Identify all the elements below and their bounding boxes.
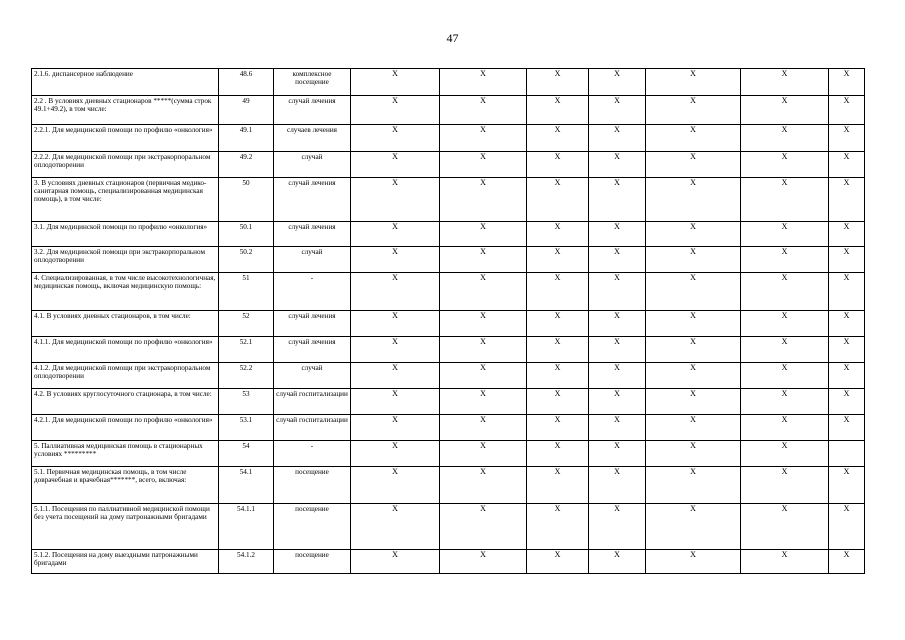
- row-value-cell: X: [527, 467, 589, 504]
- row-value-cell: X: [527, 152, 589, 178]
- row-value-cell: X: [589, 247, 646, 273]
- row-name: 3.1. Для медицинской помощи по профилю «онкология»: [32, 222, 219, 247]
- row-value-cell: X: [440, 273, 527, 311]
- table-row: [32, 415, 865, 441]
- row-value-cell: X: [527, 125, 589, 152]
- row-value-cell: X: [741, 337, 829, 363]
- row-value-cell: X: [589, 96, 646, 125]
- table-row: [32, 96, 865, 125]
- row-value-cell: X: [440, 504, 527, 550]
- row-value-cell: X: [527, 69, 589, 96]
- table-row: [32, 363, 865, 389]
- row-value-cell: X: [527, 178, 589, 222]
- row-value-cell: X: [829, 69, 865, 96]
- row-value-cell: X: [527, 363, 589, 389]
- row-unit: случай госпитализации: [274, 415, 351, 441]
- row-value-cell: X: [351, 152, 440, 178]
- row-value-cell: X: [829, 389, 865, 415]
- row-value-cell: X: [527, 311, 589, 337]
- row-code: 53.1: [219, 415, 274, 441]
- row-value-cell: X: [741, 152, 829, 178]
- row-value-cell: X: [440, 178, 527, 222]
- row-value-cell: X: [741, 467, 829, 504]
- row-value-cell: X: [527, 550, 589, 574]
- row-value-cell: X: [589, 178, 646, 222]
- row-value-cell: X: [351, 222, 440, 247]
- table-row: [32, 222, 865, 247]
- row-value-cell: X: [646, 467, 741, 504]
- row-name: 5.1. Первичная медицинская помощь, в том числе доврачебная и врачебная*******, всего, включая:: [32, 467, 219, 504]
- row-code: 52.1: [219, 337, 274, 363]
- row-value-cell: X: [527, 247, 589, 273]
- row-value-cell: X: [351, 178, 440, 222]
- row-value-cell: X: [646, 222, 741, 247]
- row-value-cell: X: [440, 337, 527, 363]
- row-value-cell: X: [440, 389, 527, 415]
- row-value-cell: X: [646, 247, 741, 273]
- table-row: [32, 467, 865, 504]
- row-value-cell: X: [829, 125, 865, 152]
- row-unit: случай лечения: [274, 178, 351, 222]
- row-value-cell: X: [646, 363, 741, 389]
- table-row: [32, 337, 865, 363]
- row-code: 50.2: [219, 247, 274, 273]
- row-unit: случаев лечения: [274, 125, 351, 152]
- row-value-cell: X: [589, 363, 646, 389]
- row-value-cell: X: [527, 222, 589, 247]
- row-value-cell: X: [527, 504, 589, 550]
- row-value-cell: X: [829, 415, 865, 441]
- row-value-cell: X: [741, 69, 829, 96]
- row-unit: посещение: [274, 467, 351, 504]
- row-value-cell: X: [527, 96, 589, 125]
- row-value-cell: X: [829, 96, 865, 125]
- row-value-cell: X: [829, 311, 865, 337]
- row-value-cell: X: [440, 415, 527, 441]
- row-value-cell: X: [351, 441, 440, 467]
- row-value-cell: X: [589, 337, 646, 363]
- row-code: 54.1.2: [219, 550, 274, 574]
- row-value-cell: X: [741, 415, 829, 441]
- row-unit: случай лечения: [274, 222, 351, 247]
- row-value-cell: X: [646, 550, 741, 574]
- table-body: [32, 69, 865, 574]
- row-unit: случай: [274, 152, 351, 178]
- row-value-cell: X: [741, 96, 829, 125]
- row-value-cell: X: [829, 363, 865, 389]
- row-value-cell: X: [440, 96, 527, 125]
- row-unit: посещение: [274, 550, 351, 574]
- row-value-cell: X: [351, 467, 440, 504]
- row-value-cell: X: [646, 389, 741, 415]
- row-value-cell: X: [589, 415, 646, 441]
- row-value-cell: X: [589, 389, 646, 415]
- row-unit: случай госпитализации: [274, 389, 351, 415]
- row-value-cell: X: [440, 363, 527, 389]
- row-value-cell: X: [829, 222, 865, 247]
- row-value-cell: X: [351, 69, 440, 96]
- table-row: [32, 389, 865, 415]
- row-name: 2.2 . В условиях дневных стационаров *****(сумма строк 49.1+49.2), в том числе:: [32, 96, 219, 125]
- row-unit: комплексное посещение: [274, 69, 351, 96]
- row-value-cell: X: [440, 550, 527, 574]
- row-value-cell: X: [527, 273, 589, 311]
- row-value-cell: X: [646, 337, 741, 363]
- row-value-cell: [829, 441, 865, 467]
- row-name: 4. Специализированная, в том числе высокотехнологичная, медицинская помощь, включая медицинскую помощь:: [32, 273, 219, 311]
- row-value-cell: X: [440, 311, 527, 337]
- row-value-cell: X: [646, 69, 741, 96]
- row-value-cell: X: [741, 273, 829, 311]
- row-code: 49.1: [219, 125, 274, 152]
- row-value-cell: X: [646, 273, 741, 311]
- row-value-cell: X: [741, 311, 829, 337]
- row-value-cell: X: [741, 363, 829, 389]
- row-value-cell: X: [646, 96, 741, 125]
- row-value-cell: X: [527, 337, 589, 363]
- row-value-cell: X: [829, 273, 865, 311]
- row-value-cell: X: [351, 247, 440, 273]
- row-code: 53: [219, 389, 274, 415]
- row-value-cell: X: [741, 504, 829, 550]
- row-value-cell: X: [527, 389, 589, 415]
- row-value-cell: X: [351, 363, 440, 389]
- row-code: 51: [219, 273, 274, 311]
- row-code: 54.1: [219, 467, 274, 504]
- row-value-cell: X: [351, 389, 440, 415]
- row-code: 50: [219, 178, 274, 222]
- row-code: 50.1: [219, 222, 274, 247]
- row-unit: случай лечения: [274, 311, 351, 337]
- row-value-cell: X: [351, 273, 440, 311]
- row-code: 48.6: [219, 69, 274, 96]
- row-value-cell: X: [741, 178, 829, 222]
- row-value-cell: X: [646, 311, 741, 337]
- table-row: [32, 152, 865, 178]
- row-unit: случай лечения: [274, 337, 351, 363]
- row-value-cell: X: [646, 178, 741, 222]
- row-value-cell: X: [351, 125, 440, 152]
- row-value-cell: X: [440, 69, 527, 96]
- row-value-cell: X: [440, 222, 527, 247]
- row-name: 5.1.1. Посещения по паллиативной медицинской помощи без учета посещений на дому патронажными бригадами: [32, 504, 219, 550]
- row-value-cell: X: [589, 152, 646, 178]
- row-value-cell: X: [527, 441, 589, 467]
- row-name: 2.2.2. Для медицинской помощи при экстракорпоральном оплодотворении: [32, 152, 219, 178]
- row-value-cell: X: [589, 311, 646, 337]
- row-value-cell: X: [589, 222, 646, 247]
- row-value-cell: X: [829, 504, 865, 550]
- row-code: 52: [219, 311, 274, 337]
- row-value-cell: X: [440, 441, 527, 467]
- row-value-cell: X: [440, 152, 527, 178]
- row-value-cell: X: [589, 550, 646, 574]
- row-code: 54: [219, 441, 274, 467]
- table-row: [32, 247, 865, 273]
- row-value-cell: X: [829, 467, 865, 504]
- row-unit: -: [274, 441, 351, 467]
- row-value-cell: X: [741, 222, 829, 247]
- row-value-cell: X: [351, 415, 440, 441]
- row-value-cell: X: [440, 125, 527, 152]
- row-value-cell: X: [829, 178, 865, 222]
- page-number: 47: [446, 31, 459, 45]
- row-name: 5. Паллиативная медицинская помощь в стационарных условиях *********: [32, 441, 219, 467]
- row-value-cell: X: [351, 504, 440, 550]
- table-row: [32, 178, 865, 222]
- row-name: 3.2. Для медицинской помощи при экстракорпоральном оплодотворении: [32, 247, 219, 273]
- row-value-cell: X: [440, 467, 527, 504]
- row-value-cell: X: [351, 96, 440, 125]
- row-name: 5.1.2. Посещения на дому выездными патронажными бригадами: [32, 550, 219, 574]
- row-value-cell: X: [351, 311, 440, 337]
- table-row: [32, 125, 865, 152]
- row-value-cell: X: [589, 467, 646, 504]
- row-value-cell: X: [527, 415, 589, 441]
- row-value-cell: X: [741, 441, 829, 467]
- row-code: 49.2: [219, 152, 274, 178]
- table-row: [32, 550, 865, 574]
- row-unit: случай: [274, 247, 351, 273]
- row-value-cell: X: [829, 337, 865, 363]
- table-row: [32, 69, 865, 96]
- row-value-cell: X: [351, 337, 440, 363]
- row-name: 3. В условиях дневных стационаров (первичная медико-санитарная помощь, специализированная медицинская помощь), в том числе:: [32, 178, 219, 222]
- row-value-cell: X: [829, 152, 865, 178]
- row-value-cell: X: [589, 441, 646, 467]
- row-value-cell: X: [741, 247, 829, 273]
- row-name: 4.2. В условиях круглосуточного стационара, в том числе:: [32, 389, 219, 415]
- row-unit: -: [274, 273, 351, 311]
- row-value-cell: X: [589, 125, 646, 152]
- row-value-cell: X: [829, 550, 865, 574]
- row-name: 2.1.6. диспансерное наблюдение: [32, 69, 219, 96]
- row-code: 54.1.1: [219, 504, 274, 550]
- row-value-cell: X: [589, 504, 646, 550]
- row-name: 2.2.1. Для медицинской помощи по профилю «онкология»: [32, 125, 219, 152]
- row-unit: случай: [274, 363, 351, 389]
- row-name: 4.1.1. Для медицинской помощи по профилю «онкология»: [32, 337, 219, 363]
- row-unit: случай лечения: [274, 96, 351, 125]
- row-value-cell: X: [741, 550, 829, 574]
- row-code: 49: [219, 96, 274, 125]
- row-value-cell: X: [589, 69, 646, 96]
- row-unit: посещение: [274, 504, 351, 550]
- row-name: 4.2.1. Для медицинской помощи по профилю «онкология»: [32, 415, 219, 441]
- row-value-cell: X: [646, 125, 741, 152]
- row-value-cell: X: [646, 441, 741, 467]
- table-row: [32, 273, 865, 311]
- table-row: [32, 441, 865, 467]
- row-value-cell: X: [646, 152, 741, 178]
- row-value-cell: X: [741, 389, 829, 415]
- row-name: 4.1. В условиях дневных стационаров, в том числе:: [32, 311, 219, 337]
- row-code: 52.2: [219, 363, 274, 389]
- table-row: [32, 504, 865, 550]
- row-value-cell: X: [829, 247, 865, 273]
- row-value-cell: X: [646, 415, 741, 441]
- row-value-cell: X: [351, 550, 440, 574]
- row-value-cell: X: [440, 247, 527, 273]
- table-row: [32, 311, 865, 337]
- row-value-cell: X: [741, 125, 829, 152]
- data-table: [31, 68, 865, 574]
- row-name: 4.1.2. Для медицинской помощи при экстракорпоральном оплодотворении: [32, 363, 219, 389]
- row-value-cell: X: [646, 504, 741, 550]
- row-value-cell: X: [589, 273, 646, 311]
